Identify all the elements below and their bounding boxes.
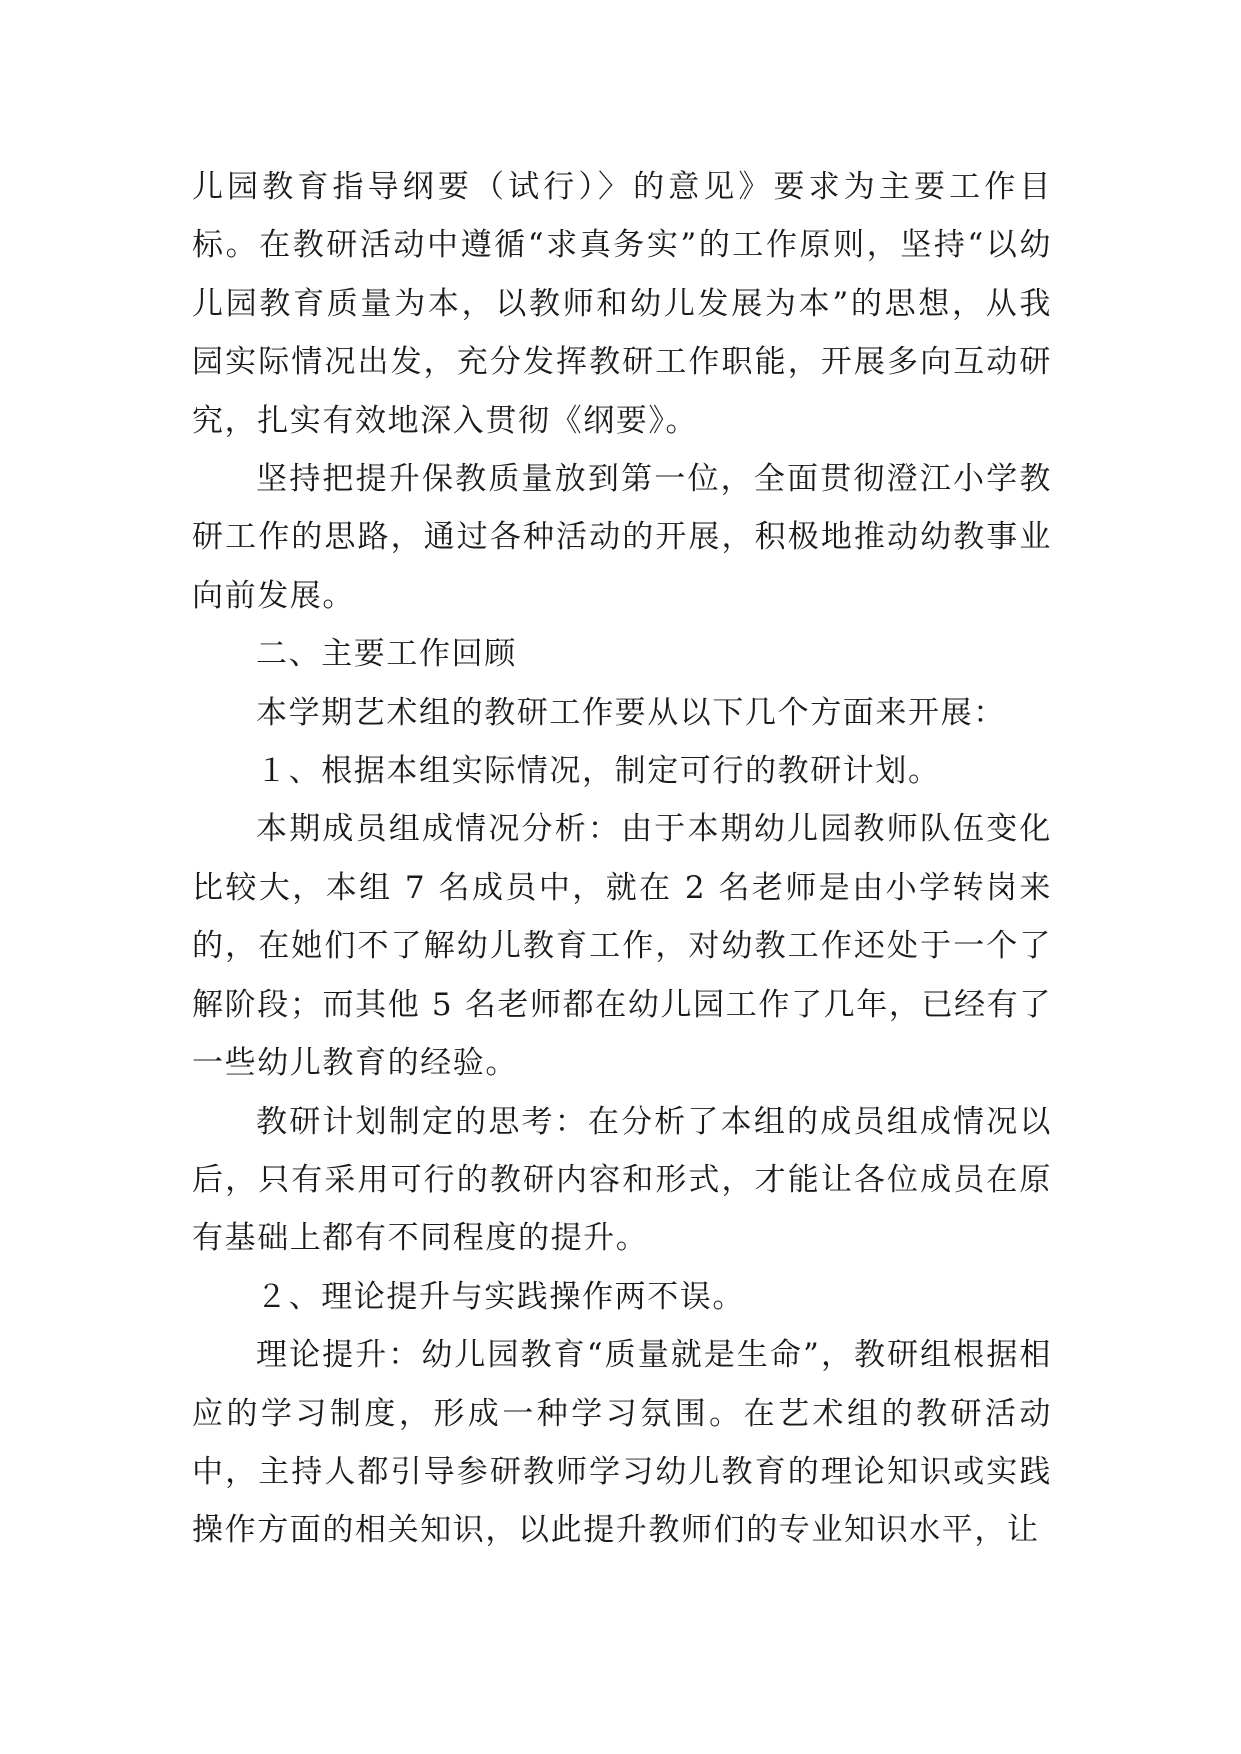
- paragraph-goal-continuation: 儿园教育指导纲要（试行）〉的意见》要求为主要工作目标。在教研活动中遵循“求真务实”的工作原则，坚持“以幼儿园教育质量为本，以教师和幼儿发展为本”的思想，从我园实际情况出发，充分发挥教研工作职能，开展多向互动研究，扎实有效地深入贯彻《纲要》。: [192, 169, 1052, 439]
- paragraph-quality-first: 坚持把提升保教质量放到第一位，全面贯彻澄江小学教研工作的思路，通过各种活动的开展，积极地推动幼教事业向前发展。: [192, 461, 1052, 614]
- section-heading-work-review: 二、主要工作回顾: [256, 636, 517, 673]
- paragraph-work-intro: 本学期艺术组的教研工作要从以下几个方面来开展：: [256, 694, 1006, 731]
- paragraph-theory-improvement: 理论提升：幼儿园教育“质量就是生命”，教研组根据相应的学习制度，形成一种学习氛围。在艺术组的教研活动中，主持人都引导参研教师学习幼儿教育的理论知识或实践操作方面的相关知识，以此提升教师们的专业知识水平，让: [192, 1337, 1052, 1549]
- paragraph-plan-thinking: 教研计划制定的思考：在分析了本组的成员组成情况以后，只有采用可行的教研内容和形式，才能让各位成员在原有基础上都有不同程度的提升。: [192, 1103, 1052, 1257]
- document-body: [192, 158, 1052, 1560]
- paragraph-member-analysis: 本期成员组成情况分析：由于本期幼儿园教师队伍变化比较大，本组 7 名成员中，就在 2 名老师是由小学转岗来的，在她们不了解幼儿教育工作，对幼教工作还处于一个了解阶段；而其他 5 名老师都在幼儿园工作了几年，已经有了一些幼儿教育的经验。: [192, 811, 1052, 1082]
- list-item-2-theory-practice: ２、理论提升与实践操作两不误。: [256, 1278, 745, 1315]
- list-item-1-plan: １、根据本组实际情况，制定可行的教研计划。: [256, 753, 941, 790]
